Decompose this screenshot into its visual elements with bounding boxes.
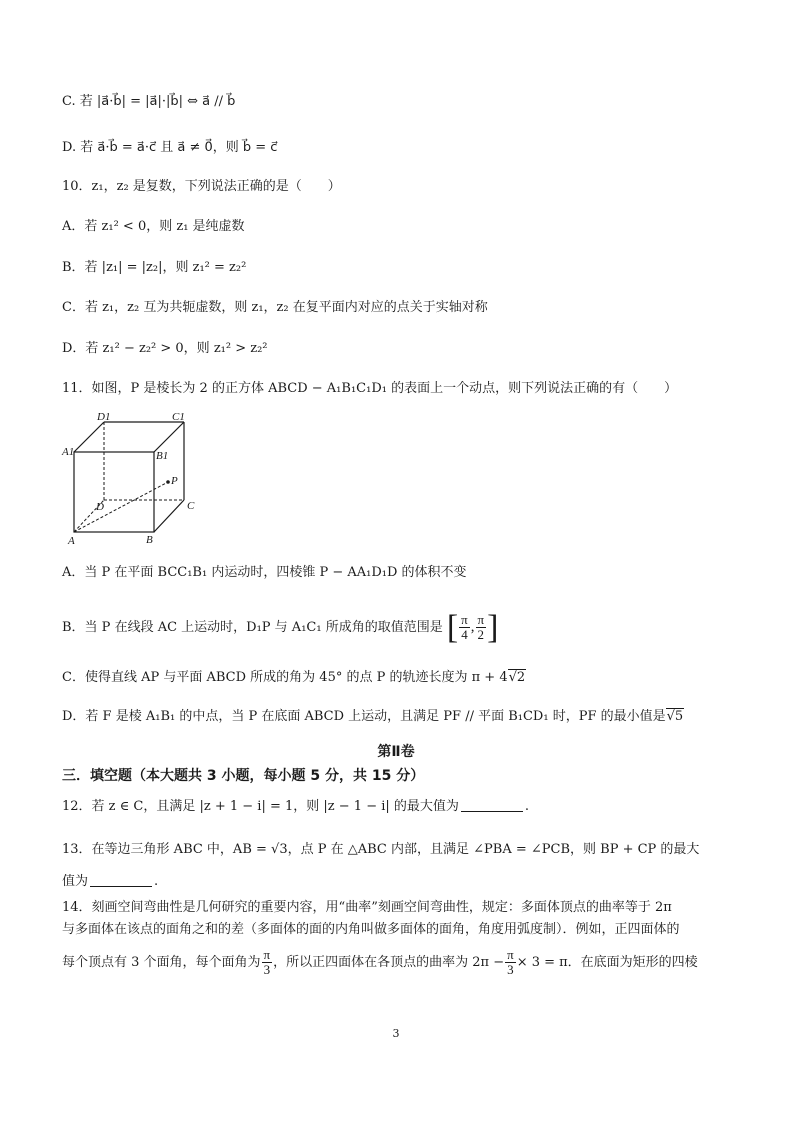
q10-option-c: C．若 z₁，z₂ 互为共轭虚数，则 z₁，z₂ 在复平面内对应的点关于实轴对称	[62, 300, 488, 315]
q14-line2: 与多面体在该点的面角之和的差（多面体的面的内角叫做多面体的面角，角度用弧度制）．例如，正四面体的	[62, 922, 680, 937]
label-d: D	[96, 501, 104, 513]
q14-line1: 14．刻画空间弯曲性是几何研究的重要内容，用“曲率”刻画空间弯曲性，规定：多面体顶点的曲率等于 2π	[62, 900, 672, 915]
q10-option-b: B．若 |z₁| = |z₂|，则 z₁² = z₂²	[62, 260, 247, 275]
label-c1: C1	[172, 412, 185, 423]
label-c: C	[187, 500, 195, 512]
q9-option-c: C. 若 |a⃗·b⃗| = |a⃗|·|b⃗| ⇔ a⃗ // b⃗	[62, 94, 236, 109]
q14-line3: 每个顶点有 3 个面角，每个面角为 $\frac{\pi}{3}$ ，所以正四面体在各顶点的曲率为 2π − $\frac{\pi}{3}$ × 3 = π．在底面为矩形的四棱	[62, 947, 698, 977]
q13-line2: 值为 .	[62, 874, 159, 889]
fraction-pi-3-a: $\frac{\pi}{3}$	[263, 947, 271, 977]
part-two-heading: 第Ⅱ卷	[377, 744, 415, 760]
q11-option-a: A．当 P 在平面 BCC₁B₁ 内运动时，四棱锥 P − AA₁D₁D 的体积不变	[62, 565, 467, 580]
label-b: B	[146, 534, 153, 546]
sqrt-2: √2	[508, 670, 526, 685]
label-a1: A1	[62, 446, 75, 458]
label-b1: B1	[156, 450, 169, 462]
answer-blank-12[interactable]	[461, 811, 523, 812]
label-a: A	[68, 535, 75, 547]
q13-line1: 13．在等边三角形 ABC 中，AB = √3，点 P 在 △ABC 内部，且满足 ∠PBA = ∠PCB，则 BP + CP 的最大	[62, 842, 700, 857]
q10-stem: 10．z₁，z₂ 是复数，下列说法正确的是（ ）	[62, 179, 341, 194]
left-bracket: [	[446, 608, 459, 646]
q9-option-d: D. 若 a⃗·b⃗ = a⃗·c⃗ 且 a⃗ ≠ 0⃗，则 b⃗ = c⃗	[62, 140, 278, 155]
q11-option-b: B．当 P 在线段 AC 上运动时，D₁P 与 A₁C₁ 所成角的取值范围是 [ $\frac{\pi}{4}$ , $\frac{\pi}{2}$ ]	[62, 608, 499, 646]
q10-option-a: A．若 z₁² < 0，则 z₁ 是纯虚数	[62, 219, 245, 234]
right-bracket: ]	[487, 608, 499, 646]
fraction-pi-3-b: $\frac{\pi}{3}$	[507, 947, 514, 977]
q11-option-c: C．使得直线 AP 与平面 ABCD 所成的角为 45° 的点 P 的轨迹长度为 π + 4√2	[62, 670, 526, 685]
fraction-pi-4: $\frac{\pi}{4}$	[461, 612, 468, 642]
answer-blank-13[interactable]	[90, 886, 152, 887]
fraction-pi-2: $\frac{\pi}{2}$	[477, 612, 485, 642]
cube-figure	[60, 412, 210, 547]
label-p: P	[171, 475, 178, 487]
q11-stem: 11．如图，P 是棱长为 2 的正方体 ABCD − A₁B₁C₁D₁ 的表面上一个动点，则下列说法正确的有（ ）	[62, 381, 678, 396]
q11-option-d: D．若 F 是棱 A₁B₁ 的中点，当 P 在底面 ABCD 上运动，且满足 PF // 平面 B₁CD₁ 时，PF 的最小值是√5	[62, 709, 684, 724]
section-three-heading: 三．填空题（本大题共 3 小题，每小题 5 分，共 15 分）	[62, 768, 425, 784]
label-d1: D1	[97, 412, 111, 423]
page-number: 3	[392, 1027, 400, 1040]
sqrt-5: √5	[666, 709, 684, 724]
q10-option-d: D．若 z₁² − z₂² > 0，则 z₁² > z₂²	[62, 341, 268, 356]
q11-option-b-text: B．当 P 在线段 AC 上运动时，D₁P 与 A₁C₁ 所成角的取值范围是	[62, 620, 443, 635]
q12: 12．若 z ∈ C，且满足 |z + 1 − i| = 1，则 |z − 1 − i| 的最大值为 .	[62, 799, 530, 814]
